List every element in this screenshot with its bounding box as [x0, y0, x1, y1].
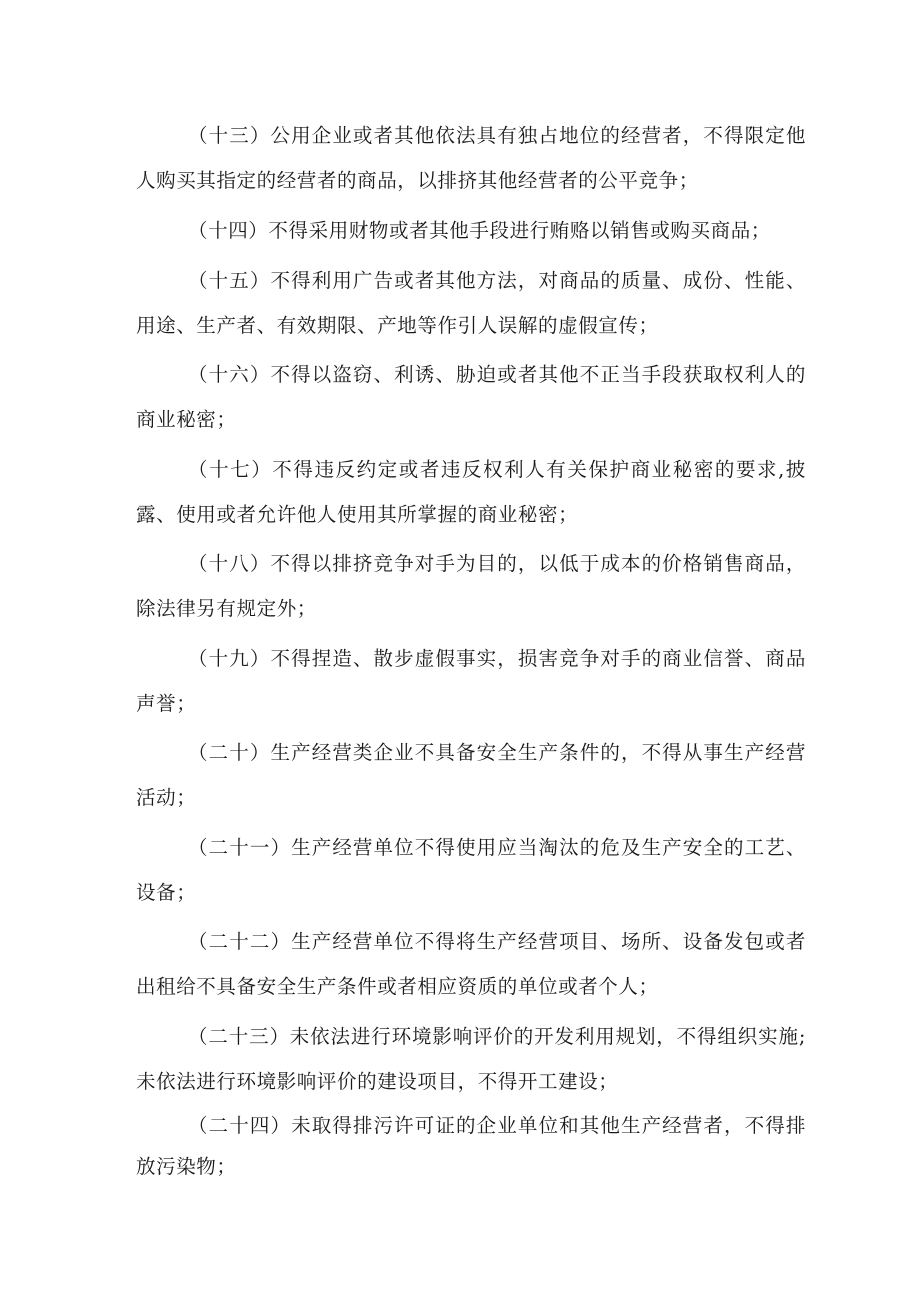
- paragraph-16: （十六）不得以盗窃、利诱、胁迫或者其他不正当手段获取权利人的商业秘密；: [136, 363, 806, 431]
- paragraph-19: （十九）不得捏造、散步虚假事实，损害竞争对手的商业信誉、商品声誉；: [136, 647, 806, 715]
- paragraph-20: （二十）生产经营类企业不具备安全生产条件的，不得从事生产经营活动；: [136, 741, 806, 809]
- paragraph-17: （十七）不得违反约定或者违反权利人有关保护商业秘密的要求,披露、使用或者允许他人使用其所掌握的商业秘密；: [136, 458, 806, 526]
- paragraph-24: （二十四）未取得排污许可证的企业单位和其他生产经营者，不得排放污染物；: [136, 1114, 806, 1178]
- paragraph-13: （十三）公用企业或者其他依法具有独占地位的经营者，不得限定他人购买其指定的经营者的商品，以排挤其他经营者的公平竞争；: [136, 124, 806, 192]
- paragraph-21: （二十一）生产经营单位不得使用应当淘汰的危及生产安全的工艺、设备；: [136, 836, 806, 904]
- paragraph-18: （十八）不得以排挤竞争对手为目的，以低于成本的价格销售商品，除法律另有规定外；: [136, 552, 806, 620]
- paragraph-15: （十五）不得利用广告或者其他方法，对商品的质量、成份、性能、用途、生产者、有效期限、产地等作引人误解的虚假宣传；: [136, 269, 806, 337]
- paragraph-14: （十四）不得采用财物或者其他手段进行贿赂以销售或购买商品；: [188, 219, 771, 242]
- paragraph-23: （二十三）未依法进行环境影响评价的开发利用规划，不得组织实施;未依法进行环境影响评价的建设项目，不得开工建设；: [136, 1025, 806, 1093]
- paragraph-22: （二十二）生产经营单位不得将生产经营项目、场所、设备发包或者出租给不具备安全生产条件或者相应资质的单位或者个人；: [136, 930, 806, 998]
